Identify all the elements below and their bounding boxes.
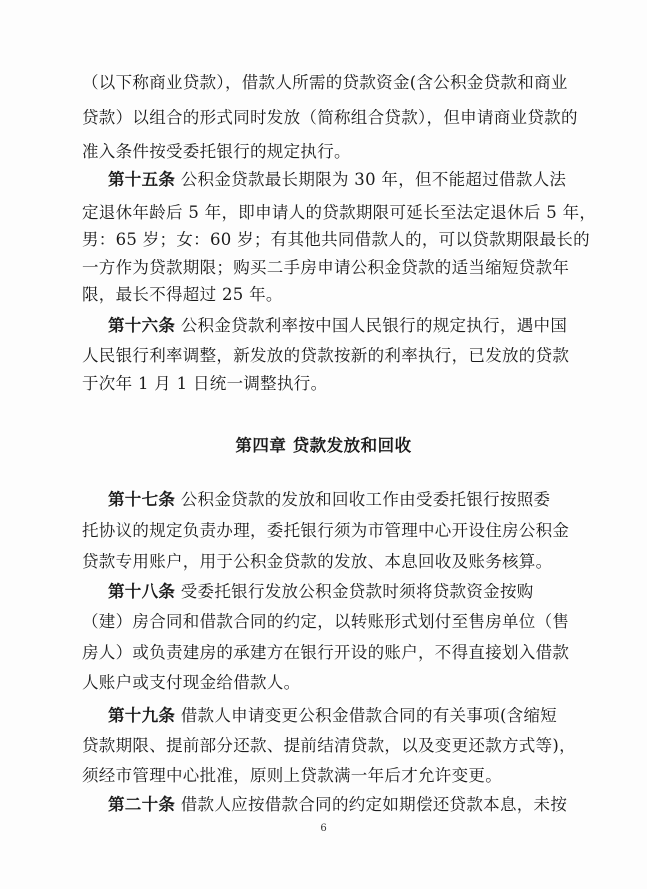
- article-text: 公积金贷款的发放和回收工作由受委托银行按照委: [180, 490, 551, 509]
- text-line: 须经市管理中心批准，原则上贷款满一年后才允许变更。: [82, 766, 502, 785]
- text-line: 准入条件按受委托银行的规定执行。: [82, 142, 351, 161]
- article-number: 第二十条: [108, 795, 176, 814]
- text-line: （建）房合同和借款合同的约定，以转账形式划付至售房单位（售: [82, 612, 570, 631]
- article-17: [108, 490, 572, 510]
- text-line: 托协议的规定负责办理，委托银行须为市管理中心开设住房公积金: [82, 521, 570, 540]
- text-line: （以下称商业贷款），借款人所需的贷款资金(含公积金贷款和商业: [82, 73, 568, 92]
- article-20: [108, 795, 572, 815]
- article-number: 第十八条: [108, 582, 176, 601]
- text-line: 定退休年龄后 5 年，即申请人的贷款期限可延长至法定退休后 5 年，: [82, 203, 597, 222]
- text-line: 贷款期限、提前部分还款、提前结清贷款，以及变更还款方式等)，: [82, 736, 576, 755]
- article-15: [108, 170, 572, 190]
- article-number: 第十六条: [108, 316, 176, 335]
- article-number: 第十五条: [108, 170, 176, 189]
- article-number: 第十九条: [108, 706, 176, 725]
- article-text: 公积金贷款利率按中国人民银行的规定执行，遇中国: [180, 316, 568, 335]
- article-18: [108, 582, 572, 602]
- text-line: 房人）或负责建房的承建方在银行开设的账户，不得直接划入借款: [82, 643, 570, 662]
- chapter-heading: 第四章 贷款发放和回收: [235, 436, 412, 455]
- text-line: 于次年 1 月 1 日统一调整执行。: [82, 374, 328, 393]
- text-line: 限，最长不得超过 25 年。: [82, 285, 283, 304]
- page-number: 6: [320, 823, 327, 834]
- article-number: 第十七条: [108, 490, 176, 509]
- text-line: 人民银行利率调整，新发放的贷款按新的利率执行，已发放的贷款: [82, 346, 570, 365]
- article-text: 受委托银行发放公积金贷款时须将贷款资金按购: [180, 582, 534, 601]
- article-19: [108, 706, 572, 726]
- text-line: 贷款）以组合的形式同时发放（简称组合贷款），但申请商业贷款的: [82, 108, 578, 127]
- article-text: 借款人申请变更公积金借款合同的有关事项(含缩短: [180, 706, 558, 725]
- text-line: 人账户或支付现金给借款人。: [82, 673, 301, 692]
- article-text: 公积金贷款最长期限为 30 年，但不能超过借款人法: [180, 170, 567, 189]
- text-line: 一方作为贷款期限；购买二手房申请公积金贷款的适当缩短贷款年: [82, 258, 570, 277]
- article-text: 借款人应按借款合同的约定如期偿还贷款本息，未按: [180, 795, 568, 814]
- text-line: 贷款专用账户，用于公积金贷款的发放、本息回收及账务核算。: [82, 552, 553, 571]
- text-line: 男：65 岁；女：60 岁；有其他共同借款人的，可以贷款期限最长的: [82, 230, 590, 249]
- article-16: [108, 316, 572, 336]
